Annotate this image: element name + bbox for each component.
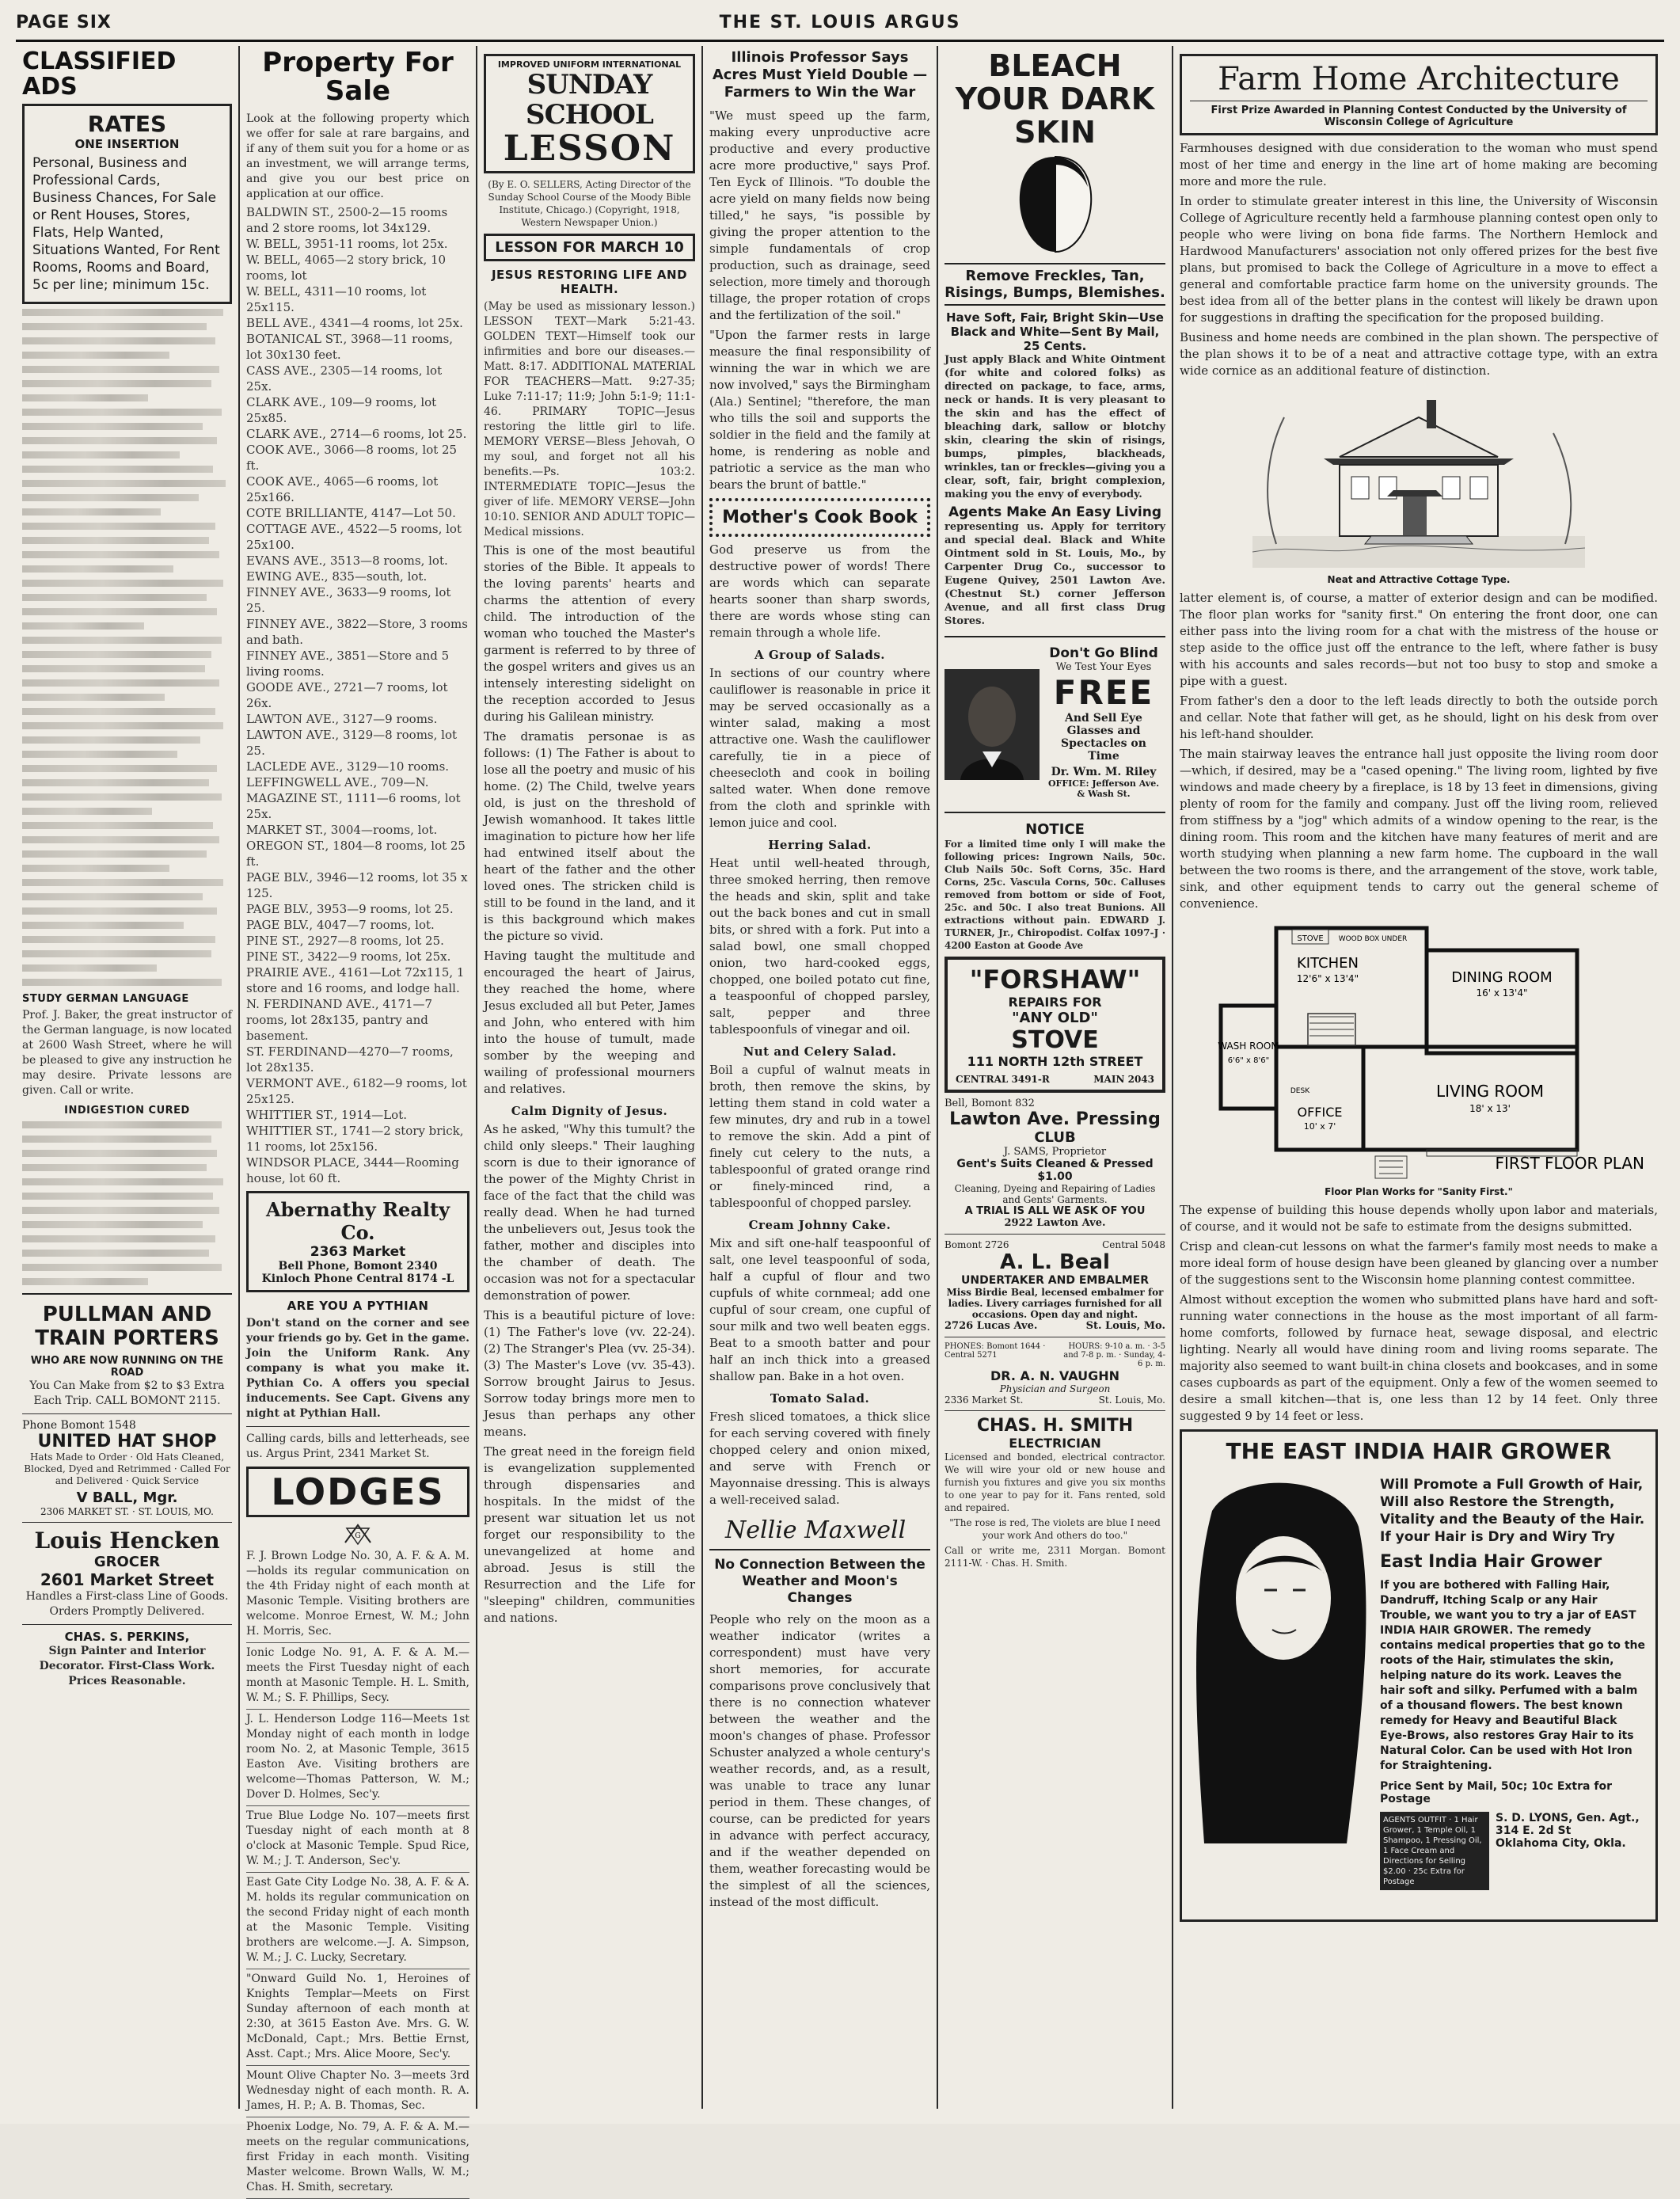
property-listing: N. FERDINAND AVE., 4171—7 rooms, lot 28x135, pantry and basement. [246, 997, 433, 1044]
property-listing: WHITTIER ST., 1914—Lot. [246, 1108, 407, 1123]
hair-grower-city: Oklahoma City, Okla. [1496, 1837, 1626, 1850]
property-listing: BELL AVE., 4341—4 rooms, lot 25x. [246, 316, 463, 331]
property-listing: PAGE BLV., 4047—7 rooms, lot. [246, 918, 435, 933]
beal-trade: UNDERTAKER AND EMBALMER [960, 1274, 1150, 1287]
cook-book-intro: God preserve us from the destructive power of words! There are words which can separate hearts sooner than sharp swords, there are words whose sting can remain through a whole life. [709, 542, 930, 640]
property-listing: GOODE AVE., 2721—7 rooms, lot 26x. [246, 680, 448, 711]
smith-body: Licensed and bonded, electrical contractor. We will wire your old or new house and furnish you fixtures and give you six months to one year to pay for it. Fans rented, sold and repaired. [945, 1451, 1165, 1513]
lesson-para-2: This is one of the most beautiful stories of the Bible. It appeals to the loving parents' hearts and charms the attention of every child. The introduction of the woman who touched the Master's garment is referred to by three of the gospel writers and gives us an intensely interesting sidelight on the reception accorded to Jesus during his Galilean ministry. [484, 543, 695, 724]
plan-living-dim: 18' x 13' [1469, 1103, 1511, 1114]
property-listing: LAWTON AVE., 3129—8 rooms, lot 25. [246, 728, 458, 759]
property-listing: COOK AVE., 4065—6 rooms, lot 25x166. [246, 474, 439, 505]
masonic-emblem-icon [246, 1522, 469, 1549]
vaughn-phones: PHONES: Bomont 1644 · Central 5271 [945, 1342, 1046, 1360]
column-sunday-school [477, 46, 703, 2109]
property-listing: W. BELL, 4311—10 rooms, lot 25x115. [246, 284, 427, 315]
realty-bell-phone: Bell Phone, Bomont 2340 [278, 1260, 438, 1273]
plan-woodbox-label: WOOD BOX UNDER [1338, 935, 1408, 943]
beal-phones [945, 1239, 1165, 1250]
hair-grower-title: THE EAST INDIA HAIR GROWER [1226, 1438, 1612, 1464]
lodge-entry: J. L. Henderson Lodge 116—Meets 1st Monday night of each month in lodge room No. 2, at Masonic Temple, 3615 Easton Ave. Visiting brothers are welcome—Thomas Patterson, W. M.; Dover D. Holmes, Sec'y. [246, 1712, 469, 1806]
hair-grower-agent: S. D. LYONS, Gen. Agt., 314 E. 2d St [1496, 1812, 1640, 1837]
hair-grower-ad [1180, 1429, 1658, 1922]
farm-home-para-9: Almost without exception the women who submitted plans have hard and soft-running water connections in the house as the most important of all farm-home comforts, followed by furnace heat, sewage disposal, and electric lighting. Nearly all would have dining room and living rooms separate. The majority also seemed to want built-in china closets and bookcases, and in some cases cupboards as part of the equipment. Only a few of the women seemed to desire a small kitchen—that is, one less than 12 by 14 feet. Only three suggested 9 by 14 feet or less. [1180, 1292, 1658, 1423]
forshaw-phone-1: CENTRAL 3491-R [956, 1074, 1050, 1085]
lodge-list [246, 1549, 469, 2199]
signature-nellie-maxwell: Nellie Maxwell [725, 1516, 907, 1544]
nut-celery-head: Nut and Celery Salad. [743, 1044, 897, 1059]
property-listing: EWING AVE., 835—south, lot. [246, 569, 428, 584]
vaughn-name: DR. A. N. VAUGHN [990, 1368, 1119, 1383]
farm-home-para-7: The expense of building this house depends wholly upon labor and materials, of course, and it would not be safe to estimate from the designs submitted. [1180, 1203, 1658, 1234]
column-ads [938, 46, 1173, 2109]
property-intro: Look at the following property which we offer for sale at rare bargains, and if any of them suit you for a home or as an investment, we will arrange terms, and give you our best price on application at our office. [246, 112, 469, 201]
free-label: FREE [1053, 673, 1154, 712]
vaughn-address: 2336 Market St. [945, 1394, 1024, 1406]
property-listing: MAGAZINE ST., 1111—6 rooms, lot 25x. [246, 791, 461, 822]
hair-grower-footer [1380, 1812, 1646, 1890]
pressing-trial: A TRIAL IS ALL WE ASK OF YOU [964, 1205, 1146, 1217]
faded-indigestion-text [22, 1121, 232, 1285]
column-property [240, 46, 477, 2194]
plan-kitchen-label: KITCHEN [1297, 955, 1359, 972]
grocer-trade: GROCER [93, 1554, 161, 1570]
hat-phone: Phone Bomont 1548 [22, 1419, 136, 1432]
lodge-entry: Phoenix Lodge, No. 79, A. F. & A. M.—meets on the regular communications, first Friday in each month. Visiting Master welcome. Brown Walls, W. M.; Chas. H. Smith, secretary. [246, 2120, 469, 2199]
pressing-address: 2922 Lawton Ave. [1004, 1217, 1106, 1229]
bleach-title: BLEACH YOUR DARK SKIN [955, 48, 1155, 150]
grocer-body: Handles a First-class Line of Goods. Orders Promptly Delivered. [25, 1590, 229, 1618]
hat-shop-title: UNITED HAT SHOP [37, 1432, 217, 1451]
property-listing: EVANS AVE., 3513—8 rooms, lot. [246, 554, 448, 569]
lodge-entry: Mount Olive Chapter No. 3—meets 3rd Wednesday night of each month. R. A. James, H. P.; A. B. Thomas, Sec. [246, 2068, 469, 2117]
smith-call: Call or write me, 2311 Morgan. Bomont 2111-W. · Chas. H. Smith. [945, 1545, 1165, 1569]
hat-shop-manager: V BALL, Mgr. [76, 1489, 178, 1506]
herring-body: Heat until well-heated through, three smoked herring, then remove the heads and skin, split and take out the back bones and cut in small bits, or shred with a fork. Put into a salad bowl, one small chopped onion, two hard-cooked eggs, chopped, one boiled potato cut fine, a teaspoonful of chopped parsley, salt, pepper and three tablespoonfuls of vinegar and oil. [709, 856, 930, 1037]
vaughn-trade: Physician and Surgeon [999, 1383, 1111, 1394]
forshaw-phones [956, 1074, 1154, 1085]
pressing-title: Lawton Ave. Pressing [949, 1109, 1161, 1129]
pressing-suits: Gent's Suits Cleaned & Pressed $1.00 [956, 1158, 1154, 1183]
salads-head: A Group of Salads. [754, 648, 885, 662]
property-listing: LAWTON AVE., 3127—9 rooms. [246, 712, 438, 727]
sunday-school-kicker: IMPROVED UNIFORM INTERNATIONAL [497, 59, 682, 70]
property-listing: CLARK AVE., 2714—6 rooms, lot 25. [246, 427, 467, 442]
property-listings [246, 204, 469, 1186]
forshaw-title: "FORSHAW" [969, 964, 1141, 995]
hair-grower-agent-block [1496, 1812, 1646, 1850]
beal-address-row [945, 1320, 1165, 1332]
lodge-entry: True Blue Lodge No. 107—meets first Tuesday night of each month at 8 o'clock at Masonic Temple. Spud Rice, W. M.; J. T. Anderson, Sec'y. [246, 1809, 469, 1873]
tomato-salad-body: Fresh sliced tomatoes, a thick slice for each serving covered with finely chopped celery and onion mixed, and serve with French or Mayonnaise dressing. This is always a well-received salad. [709, 1410, 930, 1507]
lesson-para-5: As he asked, "Why this tumult? the child only sleeps." Their laughing scorn is due to their ignorance of the power of the Mighty Christ in face of the fact that the child was really dead. When he had turned the unbelievers out, Jesus took the father, mother and disciples into the chamber of death. The occasion was not for a spectacular demonstration of power. [484, 1122, 695, 1303]
farm-home-title: Farm Home Architecture [1218, 61, 1620, 97]
property-listing: PAGE BLV., 3953—9 rooms, lot 25. [246, 902, 454, 917]
pythian-body: Don't stand on the corner and see your friends go by. Get in the game. Join the Uniform Rank. Any company is what you make it. Pythian Co. A offers you special inducements. See Capt. Givens any night at Pythian Hall. [246, 1317, 469, 1421]
sunday-school-title: SUNDAY SCHOOL [526, 69, 653, 131]
realty-kinloch-phone: Kinloch Phone Central 8174 -L [261, 1273, 454, 1286]
study-german-body: Prof. J. Baker, the great instructor of the German language, is now located at 2600 Wash Street, where he will be pleased to give any instruction he may desire. Private lessons are given. Call or write. [22, 1009, 232, 1097]
property-listing: WINDSOR PLACE, 3444—Rooming house, lot 60 ft. [246, 1155, 459, 1186]
property-listing: PAGE BLV., 3946—12 rooms, lot 35 x 125. [246, 870, 468, 901]
farm-headline: Illinois Professor Says Acres Must Yield Double —Farmers to Win the War [712, 49, 928, 101]
pressing-proprietor: J. SAMS, Proprietor [1003, 1146, 1107, 1158]
property-listing: FINNEY AVE., 3633—9 rooms, lot 25. [246, 585, 451, 616]
page-label: PAGE SIX [16, 13, 112, 32]
rates-subtitle: ONE INSERTION [74, 137, 180, 151]
vaughn-info-row [945, 1342, 1165, 1368]
property-listing: BALDWIN ST., 2500-2—15 rooms and 2 store rooms, lot 34x129. [246, 205, 448, 236]
lesson-for-box [484, 234, 695, 261]
property-listing: PINE ST., 2927—8 rooms, lot 25. [246, 934, 444, 949]
lodge-entry: Ionic Lodge No. 91, A. F. & A. M.—meets the First Tuesday night of each month at Masonic Temple. H. L. Smith, W. M.; S. F. Phillips, Secy. [246, 1645, 469, 1710]
beal-phone-1: Bomont 2726 [945, 1239, 1009, 1250]
rates-title: RATES [87, 111, 167, 137]
pullman-sub: WHO ARE NOW RUNNING ON THE ROAD [30, 1355, 224, 1379]
property-listing: OREGON ST., 1804—8 rooms, lot 25 ft. [246, 839, 466, 869]
plan-desk-label: DESK [1290, 1087, 1310, 1095]
agents-body: representing us. Apply for territory and special deal. Black and White Ointment sold in St. Louis, Mo., by Carpenter Drug Co., successor to Eugene Quivey, 2501 Lawton Ave. (Chestnut St.) corner Jefferson Avenue, and all first class Drug Stores. [945, 521, 1165, 627]
property-listing: MARKET ST., 3004—rooms, lot. [246, 823, 438, 838]
sunday-school-header [484, 54, 695, 173]
lesson-para-3: The dramatis personae is as follows: (1) The Father is about to lose all the poetry and music of his home. (2) The Child, twelve years old, is just on the threshold of Jewish womanhood. It takes little imagination to picture how her life had entwined itself about the heart of the father and the other loved ones. The stricken child is still to be found in the land, and it is this background which makes the picture so vivid. [484, 729, 695, 943]
hair-grower-outfit: AGENTS OUTFIT · 1 Hair Grower, 1 Temple Oil, 1 Shampoo, 1 Pressing Oil, 1 Face Cream and Directions for Selling $2.00 · 25c Extra for Postage [1380, 1812, 1489, 1890]
column-classified [16, 46, 240, 2109]
lodge-entry: East Gate City Lodge No. 38, A. F. & A. M. holds its regular communication on the second Friday night of each month at the Masonic Temple. Visiting brothers are welcome.—J. A. Simpson, W. M.; J. C. Lucky, Secretary. [246, 1875, 469, 1969]
sunday-school-lesson: LESSON [503, 128, 676, 169]
hat-shop-body: Hats Made to Order · Old Hats Cleaned, Blocked, Dyed and Retrimmed · Called For and Delivered · Quick Service [24, 1451, 230, 1486]
plan-first-floor-label: FIRST FLOOR PLAN [1495, 1154, 1644, 1173]
pythian-head: ARE YOU A PYTHIAN [287, 1299, 429, 1314]
lesson-title: JESUS RESTORING LIFE AND HEALTH. [491, 268, 688, 296]
plan-dining-dim: 16' x 13'4" [1476, 987, 1528, 999]
grocer-address: 2601 Market Street [40, 1570, 215, 1589]
farm-home-para-4: latter element is, of course, a matter of exterior design and can be modified. The floor plan works for "sanity first." On entering the front door, one can either pass into the living room for a chat with the mistress of the house or step aside to the office just off the entrance to the left, where father is busy with his accounts and sales records—but not too busy to stop and smoke a pipe with a guest. [1180, 591, 1658, 688]
property-listing: COOK AVE., 3066—8 rooms, lot 25 ft. [246, 443, 458, 474]
forshaw-ad [945, 957, 1165, 1093]
bleach-head-2: Have Soft, Fair, Bright Skin—Use Black and White—Sent By Mail, 25 Cents. [946, 310, 1164, 353]
hat-shop-address: 2306 MARKET ST. · ST. LOUIS, MO. [40, 1506, 214, 1517]
property-title: Property For Sale [262, 47, 454, 107]
column-farm-and-cookbook [703, 46, 938, 2109]
eye-ad [945, 645, 1165, 804]
grocer-name: Louis Hencken [34, 1528, 220, 1554]
doctor-office: OFFICE: Jefferson Ave. & Wash St. [1047, 778, 1160, 799]
property-listing: PRAIRIE AVE., 4161—Lot 72x115, 1 store and 16 rooms, and lodge hall. [246, 965, 465, 996]
bleach-body: Just apply Black and White Ointment (for white and colored folks) as directed on package, to face, arms, neck or hands. It is very pleasant to the skin and has the effect of bleaching dark, sallow or blotchy skin, clearing the skin of risings, bumps, pimples, blackheads, wrinkles, tan or freckles—giving you a clear, soft, fair, bright complexion, making you the envy of everybody. [945, 354, 1165, 500]
plan-kitchen-dim: 12'6" x 13'4" [1296, 973, 1359, 984]
indigestion-head: INDIGESTION CURED [64, 1105, 190, 1117]
farm-home-para-1: Farmhouses designed with due consideration to the woman who must spend most of her time and energy in the line art of home making are becoming more and more the rule. [1180, 141, 1658, 188]
rates-box [22, 104, 232, 304]
perkins-name: CHAS. S. PERKINS, [64, 1630, 190, 1644]
woman-portrait-icon [1188, 1479, 1370, 1843]
cook-book-title: Mother's Cook Book [722, 508, 918, 527]
property-listing: PINE ST., 3422—9 rooms, lot 25x. [246, 949, 451, 964]
lesson-para-7: The great need in the foreign field is evangelization supplemented through dispensaries and hospitals. In the midst of the present war situation let us not forget our responsibility to the unevangelized at home and abroad. Jesus is still the Resurrection and the Life for "sleeping" children, communities and nations. [484, 1444, 695, 1625]
floor-plan-caption: Floor Plan Works for "Sanity First." [1325, 1186, 1513, 1197]
classified-title: CLASSIFIED ADS [22, 48, 177, 101]
lesson-para-6: This is a beautiful picture of love: (1) The Father's love (vv. 22-24). (2) The Stranger's Plea (vv. 25-34). (3) The Master's Love (vv. 35-43). Sorrow brought Jairus to Jesus. Sorrow today brings more men to Jesus than perhaps any other means. [484, 1308, 695, 1439]
lesson-para-1: (May be used as missionary lesson.) LESSON TEXT—Mark 5:21-43. GOLDEN TEXT—Himself took our infirmities and bore our diseases.—Matt. 8:17. ADDITIONAL MATERIAL FOR TEACHERS—Matt. 9:27-35; Luke 7:11-17; 11:9; John 5:1-9; 11:1-46. PRIMARY TOPIC—Jesus restoring the little girl to life. MEMORY VERSE—Bless Jehovah, O my soul, and forget not all his benefits.—Ps. 103:2. INTERMEDIATE TOPIC—Jesus the giver of life. MEMORY VERSE—John 10:10. SENIOR AND ADULT TOPIC—Medical missions. [484, 300, 695, 538]
plan-living-label: LIVING ROOM [1435, 1082, 1545, 1101]
forshaw-line-2: "ANY OLD" [1012, 1010, 1098, 1026]
eye-ad-text [1044, 645, 1163, 799]
moon-body: People who rely on the moon as a weather indicator (writes a correspondent) must have very short memories, for accurate comparisons prove conclusively that there is no connection whatever between the weather and the moon's changes of phase. Professor Schuster analyzed a whole century's weather records, and, as a result, was unable to trace any lunar period in them. These changes, of course, can be predicted for years in advance with perfect accuracy, and if the weather depended on them, weather forecasting would be the simplest of all the sciences, instead of the most difficult. [709, 1612, 930, 1909]
vaughn-address-row [945, 1394, 1165, 1406]
farm-home-para-8: Crisp and clean-cut lessons on what the farmer's family most needs to make a more ideal form of house design have been gleaned by glancing over a number of the suggestions sent to the Wisconsin home planning contest committee. [1180, 1239, 1658, 1287]
realty-address: 2363 Market [310, 1244, 406, 1261]
farm-home-subtitle: First Prize Awarded in Planning Contest Conducted by the University of Wisconsin College of Agriculture [1190, 101, 1648, 128]
property-listing: LACLEDE AVE., 3129—10 rooms. [246, 759, 450, 774]
hair-grower-lead: Will Promote a Full Growth of Hair, Will also Restore the Strength, Vitality and the Beauty of the Hair. If your Hair is Dry and Wiry Try [1380, 1477, 1645, 1545]
bleach-subtitle: Remove Freckles, Tan, Risings, Bumps, Blemishes. [945, 263, 1165, 306]
farm-home-para-3: Business and home needs are combined in the plan shown. The perspective of the plan shows it to be of a neat and attractive cottage type, with an extra wide cornice as an additional feature of distinction. [1180, 330, 1658, 378]
notice-body: For a limited time only I will make the following prices: Ingrown Nails, 50c. Club Nails 50c. Soft Corns, 35c. Hard Corns, 25c. Vascula Corns, 50c. Calluses removed from bottom or side of Foot, 25c. and 50c. I also treat Bunions. All extractions without pain. EDWARD J. TURNER, Jr., Chiropodist. Colfax 1097-J · 4200 Easton at Goode Ave [945, 839, 1165, 951]
salads-body: In sections of our country where cauliflower is reasonable in price it may be served occasionally as a winter salad, making a most attractive one. Wash the cauliflower carefully, tie in a piece of cheesecloth and cook in boiling salted water. When done remove from the cloth and sprinkle with lemon juice and cool. [709, 666, 930, 830]
faded-classified-listings [22, 309, 232, 986]
lodge-entry: "Onward Guild No. 1, Heroines of Knights Templar—Meets on First Sunday afternoon of each month at 2:30, at 3615 Easton Ave. Mrs. G. W. McDonald, Capt.; Mrs. Bettie Ernst, Asst. Capt.; Mrs. Alice Moore, Sec'y. [246, 1972, 469, 2066]
farm-body-2: "Upon the farmer rests in large measure the final responsibility of winning the war in which we are now involved," says the Birmingham (Ala.) Sentinel; "therefore, the man who tills the soil and supports the soldier in the field and the family at home, is rendering as noble and patriotic a service as the man who bears the brunt of battle." [709, 328, 930, 492]
plan-wash-dim: 6'6" x 8'6" [1227, 1056, 1270, 1065]
sell-glasses: And Sell Eye Glasses and Spectacles on Time [1061, 712, 1146, 763]
beal-body: Miss Birdie Beal, lecensed embalmer for ladies. Livery carriages furnished for all occasions. Open day and night. [946, 1287, 1164, 1320]
farm-home-para-5: From father's den a door to the left leads directly to both the outside porch and cellar. Note that father will get, as he should, light on his desk from over his left-hand shoulder. [1180, 694, 1658, 741]
plan-wash-label: WASH ROOM [1218, 1041, 1279, 1052]
property-listing: COTE BRILLIANTE, 4147—Lot 50. [246, 506, 456, 521]
paper-name: THE ST. LOUIS ARGUS [719, 13, 961, 32]
beal-address: 2726 Lucas Ave. [945, 1320, 1038, 1332]
hair-grower-body: If you are bothered with Falling Hair, Dandruff, Itching Scalp or any Hair Trouble, we want you to try a jar of EAST INDIA HAIR GROWER. The remedy contains medical properties that go to the roots of the Hair, stimulates the skin, helping nature do its work. Leaves the hair soft and silky. Perfumed with a balm of a thousand flowers. The best known remedy for Heavy and Beautiful Black Eye-Brows, also restores Gray Hair to its Natural Color. Can be used with Hot Iron for Straightening. [1380, 1579, 1646, 1772]
hair-grower-text [1380, 1476, 1646, 1890]
vaughn-city: St. Louis, Mo. [1098, 1394, 1165, 1406]
forshaw-line-1: REPAIRS FOR [1008, 995, 1102, 1010]
cottage-illustration [1252, 386, 1585, 568]
plan-dining-label: DINING ROOM [1451, 969, 1553, 986]
property-listing: W. BELL, 4065—2 story brick, 10 rooms, lot [246, 253, 447, 283]
notice-head: NOTICE [1025, 821, 1085, 838]
property-listing: VERMONT AVE., 6182—9 rooms, lot 25x125. [246, 1076, 467, 1107]
we-test-eyes: We Test Your Eyes [1055, 661, 1152, 673]
vaughn-hours: HOURS: 9-10 a. m. · 3-5 and 7-8 p. m. · Sunday, 4-6 p. m. [1063, 1342, 1165, 1368]
doctor-name: Dr. Wm. M. Riley [1051, 766, 1157, 778]
smith-trade: ELECTRICIAN [1009, 1436, 1101, 1451]
lodge-entry: F. J. Brown Lodge No. 30, A. F. & A. M.—holds its regular communication on the 4th Friday night of each month at Masonic Temple. Visiting brothers are welcome. Monroe Ernest, W. M.; John H. Morris, Sec. [246, 1549, 469, 1643]
pullman-body: You Can Make from $2 to $3 Extra Each Trip. CALL BOMONT 2115. [29, 1379, 225, 1407]
moon-headline: No Connection Between the Weather and Moon's Changes [714, 1557, 926, 1606]
plan-office-label: OFFICE [1297, 1105, 1343, 1120]
property-listing: WHITTIER ST., 1741—2 story brick, 11 rooms, lot 25x156. [246, 1124, 464, 1155]
lesson-para-4: Having taught the multitude and encouraged the heart of Jairus, they reached the home, where Jesus excluded all but Peter, James and John, who entered with him into the house of tumult, made somber by the weeping and wailing of professional mourners and relatives. [484, 949, 695, 1096]
johnny-cake-body: Mix and sift one-half teaspoonful of salt, one level teaspoonful of soda, half a cupful of flour and two cupfuls of white cornmeal; add one cupful of sour cream, one cupful of sour milk and two well beaten eggs. Beat to a smooth batter and pour half an inch thick into a greased shallow pan. Bake in a hot oven. [709, 1236, 930, 1383]
hair-grower-price: Price Sent by Mail, 50c; 10c Extra for Postage [1380, 1780, 1612, 1805]
house-caption: Neat and Attractive Cottage Type. [1327, 574, 1511, 585]
pressing-body: Cleaning, Dyeing and Repairing of Ladies and Gents' Garments. [954, 1183, 1156, 1205]
beal-phone-2: Central 5048 [1102, 1239, 1165, 1250]
column-farm-home [1173, 46, 1664, 2109]
floor-plan-diagram [1189, 919, 1648, 1180]
farm-body-1: "We must speed up the farm, making every unproductive acre productive and every productive acre more productive," says Prof. Ten Eyck of Illinois. "To double the acre yield on many fields now being tilled," he says, "is possible by giving the proper attention to the simple fundamentals of crop production, such as drainage, seed selection, more timely and thorough tillage, the proper rotation of crops and the fertilization of the soil." [709, 108, 930, 322]
masthead [16, 13, 1664, 42]
realty-ad [246, 1191, 469, 1292]
dont-go-blind: Don't Go Blind [1049, 645, 1158, 661]
smith-poem: "The rose is red, The violets are blue I need your work And others do too." [949, 1517, 1161, 1541]
study-german-head: STUDY GERMAN LANGUAGE [22, 993, 189, 1005]
pressing-bell: Bell, Bomont 832 [945, 1098, 1035, 1109]
property-listing: BOTANICAL ST., 3968—11 rooms, lot 30x130 feet. [246, 332, 454, 363]
realty-name: Abernathy Realty Co. [265, 1198, 450, 1245]
calm-dignity-head: Calm Dignity of Jesus. [511, 1104, 668, 1118]
smith-name: CHAS. H. SMITH [976, 1416, 1134, 1436]
agents-head: Agents Make An Easy Living [948, 504, 1162, 520]
lodges-box [246, 1467, 469, 1517]
tomato-salad-head: Tomato Salad. [770, 1391, 870, 1406]
beal-city: St. Louis, Mo. [1085, 1320, 1165, 1332]
bleach-faces-image [945, 149, 1165, 263]
cook-book-box [709, 498, 930, 537]
nut-celery-body: Boil a cupful of walnut meats in broth, then remove the skins, by letting them stand in cold water a few minutes, dry and rub in a towel to remove the skin. Add a pint of finely cut celery to the nuts, a tablespoonful of grated orange rind or finely-minced rind, a tablespoonful of chopped parsley. [709, 1063, 930, 1210]
hair-grower-name: East India Hair Grower [1380, 1552, 1602, 1572]
forshaw-line-3: STOVE [1011, 1026, 1099, 1054]
pullman-title: PULLMAN AND TRAIN PORTERS [35, 1303, 219, 1350]
property-listing: CLARK AVE., 109—9 rooms, lot 25x85. [246, 395, 437, 426]
rates-body: Personal, Business and Professional Cards, Business Chances, For Sale or Rent Houses, Stores, Flats, Help Wanted, Situations Wanted, For Rent Rooms, Rooms and Board, 5c per line; minimum 15c. [32, 155, 220, 293]
farm-home-header [1180, 54, 1658, 135]
plan-office-dim: 10' x 7' [1303, 1121, 1336, 1132]
property-listing: COTTAGE AVE., 4522—5 rooms, lot 25x100. [246, 522, 462, 553]
property-listing: ST. FERDINAND—4270—7 rooms, lot 28x135. [246, 1044, 454, 1075]
lesson-for: LESSON FOR MARCH 10 [495, 239, 684, 256]
beal-name: A. L. Beal [1000, 1250, 1110, 1274]
plan-stove-label: STOVE [1297, 934, 1324, 943]
property-listing: CASS AVE., 2305—14 rooms, lot 25x. [246, 363, 443, 394]
herring-head: Herring Salad. [768, 838, 872, 852]
calling-cards: Calling cards, bills and letterheads, see us. Argus Print, 2341 Market St. [246, 1432, 469, 1461]
property-listing: LEFFINGWELL AVE., 709—N. [246, 775, 429, 790]
sunday-school-byline: (By E. O. SELLERS, Acting Director of the Sunday School Course of the Moody Bible Institute, Chicago.) (Copyright, 1918, Western Newspaper Union.) [488, 179, 691, 228]
property-listing: FINNEY AVE., 3851—Store and 5 living rooms. [246, 649, 450, 679]
johnny-cake-head: Cream Johnny Cake. [748, 1218, 891, 1232]
perkins-body: Sign Painter and Interior Decorator. First-Class Work. Prices Reasonable. [39, 1645, 215, 1687]
forshaw-line-4: 111 NORTH 12th STREET [967, 1054, 1143, 1069]
farm-home-para-2: In order to stimulate greater interest in this line, the University of Wisconsin College of Agriculture recently held a farmhouse planning contest open only to people who were living on bona fide farms. The Northern Hemlock and Hardwood Manufacturers' association not only offered prizes for the best five plans, but promised to back the College of Agriculture in a move to effect a general and comfortable practice farm home on the university grounds. The best idea from all of the better plans in the contest will likely be drawn upon for suggestions in drafting the specification for the proposed building. [1180, 194, 1658, 325]
property-listing: W. BELL, 3951-11 rooms, lot 25x. [246, 237, 448, 252]
doctor-portrait-icon [945, 669, 1040, 780]
farm-home-para-6: The main stairway leaves the entrance hall just opposite the living room door—which, if desired, may be a "cased opening." The living room, lighted by five windows and made cheery by a fireplace, is 18 by 13 feet in dimensions, giving plenty of room for the family and company. Just off the living room, relieved from stiffness by a "jog" which admits of a window opening to the rear, is the dining room. This room and the kitchen have many features of merit and are worth studying when planning a new farm home. The cupboard in the wall between the two rooms is there, and the arrangement of the stove, work table, sink, and other equipment tends to carry out the general scheme of convenience. [1180, 747, 1658, 911]
pressing-club: CLUB [1034, 1129, 1076, 1146]
lodges-title: LODGES [271, 1470, 445, 1514]
svg-text:G: G [355, 1532, 361, 1541]
forshaw-phone-2: MAIN 2043 [1093, 1074, 1154, 1085]
property-listing: FINNEY AVE., 3822—Store, 3 rooms and bath. [246, 617, 468, 648]
